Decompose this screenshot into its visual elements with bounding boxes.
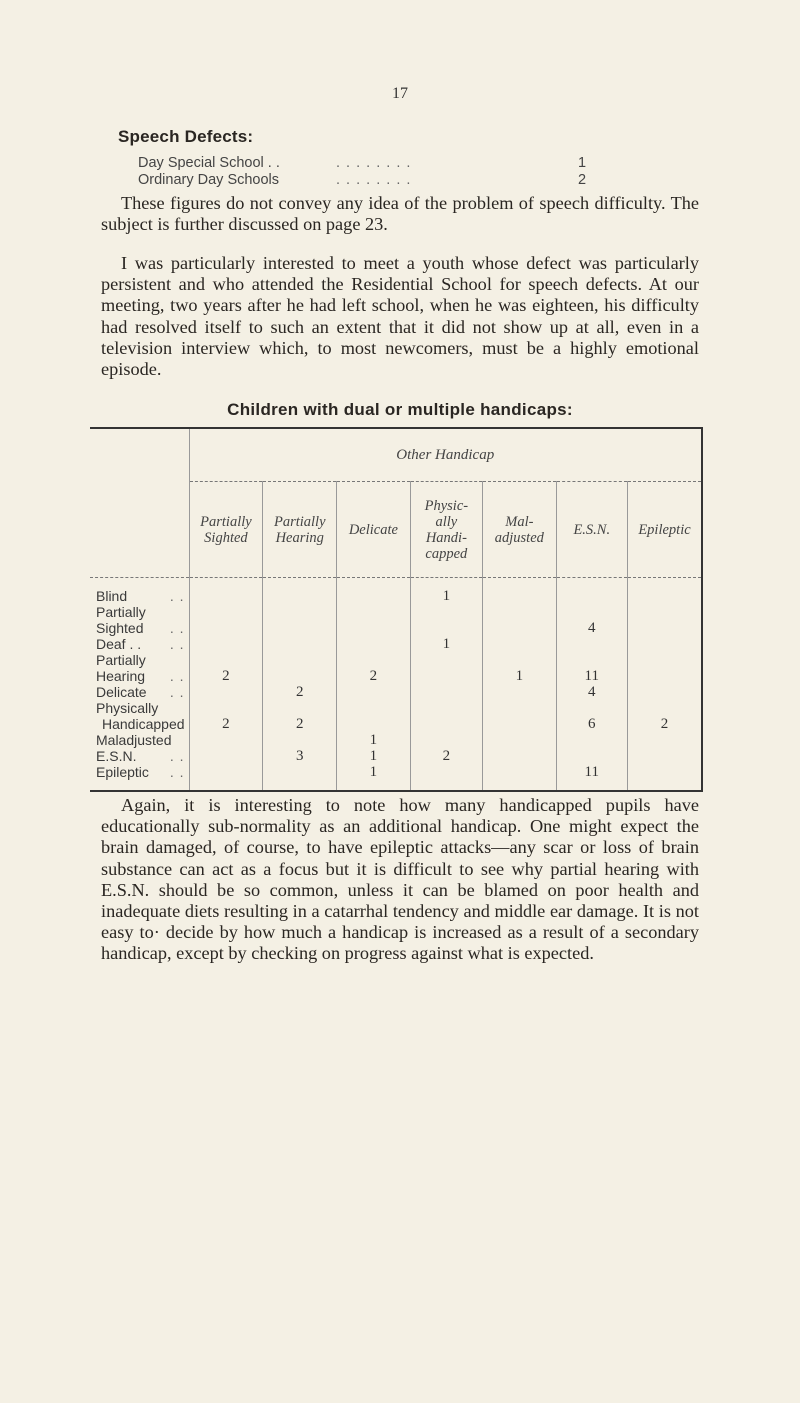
speech-row [138, 172, 608, 189]
section-heading-speech-defects: Speech Defects: [118, 127, 254, 146]
row-label-text: Epileptic [96, 764, 149, 780]
table-cell: 2 [627, 700, 702, 732]
row-label-text: Physically [96, 700, 159, 716]
row-label-delicate [90, 684, 189, 700]
column-header-line: E.S.N. [573, 521, 611, 538]
table-cell [627, 764, 702, 791]
row-label-text: E.S.N. [96, 748, 137, 764]
leader-dots: . . [169, 748, 185, 764]
table-cell: 11 [556, 652, 627, 684]
table-cell [627, 604, 702, 636]
table-cell [337, 578, 410, 605]
table-cell [263, 604, 337, 636]
column-header-esn [556, 482, 627, 578]
column-header-epileptic [627, 482, 702, 578]
column-header-delicate [337, 482, 410, 578]
paragraph-1: These figures do not convey any idea of the problem of speech difficulty. The subject is further discussed on page 23. [101, 193, 699, 235]
leader-dots [185, 716, 189, 732]
table-cell [627, 578, 702, 605]
handicaps-table-container [90, 427, 710, 792]
row-label-partially-sighted [90, 604, 189, 636]
table-cell [483, 636, 556, 652]
paragraph-2: I was particularly interested to meet a youth whose defect was particularly persistent and who attended the Residential School for speech defects. At our meeting, two years after he had left school, when he was eighteen, his difficulty had resolved itself to such an extent that it did not show up at all, even in a television interview which, to most newcomers, must be a highly emotional episode. [101, 253, 699, 380]
table-cell: 2 [189, 700, 263, 732]
table-cell [556, 732, 627, 748]
row-label-text: Delicate [96, 684, 147, 700]
handicaps-table [90, 427, 703, 792]
column-header-physically-handicapped [410, 482, 483, 578]
table-cell [189, 684, 263, 700]
row-label-text: Sighted [96, 620, 144, 636]
column-header-partially-sighted [189, 482, 263, 578]
row-label-blind [90, 578, 189, 605]
table-cell: 1 [410, 636, 483, 652]
table-cell [263, 732, 337, 748]
leader-dots: . . . . . . . . [336, 172, 412, 188]
row-label-text: Blind [96, 588, 128, 604]
table-cell [189, 578, 263, 605]
column-header-line: capped [425, 545, 468, 562]
table-cell: 2 [263, 700, 337, 732]
leader-dots: . . [169, 620, 185, 636]
table-cell: 1 [337, 748, 410, 764]
table-cell [337, 636, 410, 652]
table-cell [410, 652, 483, 684]
table-cell [556, 748, 627, 764]
table-cell [483, 604, 556, 636]
column-header-line: adjusted [494, 529, 544, 546]
row-label-epileptic [90, 764, 189, 791]
table-row [90, 684, 702, 700]
table-row [90, 748, 702, 764]
table-title: Children with dual or multiple handicaps: [227, 400, 573, 419]
table-cell [410, 684, 483, 700]
table-cell [627, 684, 702, 700]
row-label-physically-handicapped [90, 700, 189, 732]
row-label-text: Deaf . . [96, 636, 142, 652]
group-header-other-handicap: Other Handicap [189, 428, 702, 482]
table-cell: 2 [189, 652, 263, 684]
table-cell: 1 [337, 764, 410, 791]
table-cell [410, 700, 483, 732]
speech-row-label: Day Special School . . [138, 155, 280, 171]
leader-dots [185, 732, 189, 748]
column-header-line: Handi- [425, 529, 467, 546]
table-cell [483, 748, 556, 764]
table-cell [189, 748, 263, 764]
table-row [90, 578, 702, 605]
table-cell: 4 [556, 684, 627, 700]
table-cell [263, 652, 337, 684]
row-header-blank [90, 482, 189, 578]
table-cell [263, 764, 337, 791]
table-cell [410, 764, 483, 791]
table-row [90, 604, 702, 636]
row-label-text: Partially [96, 604, 146, 620]
row-label-esn [90, 748, 189, 764]
row-label-text: Partially [96, 652, 146, 668]
leader-dots: . . [169, 588, 185, 604]
table-row [90, 732, 702, 748]
column-header-line: Partially [273, 513, 326, 530]
table-cell: 2 [263, 684, 337, 700]
table-cell [337, 604, 410, 636]
table-cell: 2 [337, 652, 410, 684]
column-header-line: Epileptic [638, 521, 691, 538]
table-row [90, 764, 702, 791]
row-label-deaf [90, 636, 189, 652]
table-cell [189, 636, 263, 652]
table-cell [556, 578, 627, 605]
table-corner-blank [90, 428, 189, 482]
page-number: 17 [392, 85, 408, 102]
leader-dots: . . [169, 636, 185, 652]
row-label-partially-hearing [90, 652, 189, 684]
speech-defects-list [138, 155, 608, 189]
table-row [90, 636, 702, 652]
column-header-line: Hearing [275, 529, 324, 546]
table-cell: 1 [337, 732, 410, 748]
table-row [90, 652, 702, 684]
table-cell [263, 636, 337, 652]
table-cell [410, 604, 483, 636]
row-label-text: Hearing [96, 668, 146, 684]
table-cell: 6 [556, 700, 627, 732]
table-cell [410, 732, 483, 748]
speech-row-value: 1 [578, 155, 587, 171]
column-header-line: Mal- [505, 513, 534, 530]
column-header-line: Sighted [204, 529, 248, 546]
speech-row-label: Ordinary Day Schools [138, 172, 280, 188]
table-cell [189, 764, 263, 791]
table-cell: 4 [556, 604, 627, 636]
table-cell [189, 732, 263, 748]
column-header-line: Physic- [424, 497, 469, 514]
speech-row-value: 2 [578, 172, 587, 188]
table-row [90, 700, 702, 732]
table-cell [627, 748, 702, 764]
table-cell [483, 732, 556, 748]
row-label-maladjusted [90, 732, 189, 748]
column-header-line: Delicate [348, 521, 398, 538]
table-cell: 1 [483, 652, 556, 684]
row-label-text: Handicapped [102, 716, 185, 732]
column-header-maladjusted [483, 482, 556, 578]
table-cell [627, 636, 702, 652]
paragraph-3: Again, it is interesting to note how many handicapped pupils have educationally sub-normality as an additional handicap. One might expect the brain damaged, of course, to have epileptic attacks—any scar or loss of brain substance can act as a focus but it is difficult to see why partial hearing with E.S.N. should be so common, unless it can be blamed on poor health and inadequate diets resulting in a catarrhal tendency and middle ear damage. It is not easy to· decide by how much a handicap is increased as a result of a secondary handicap, except by checking on progress against what is expected. [101, 795, 699, 964]
table-cell [337, 684, 410, 700]
column-header-line: Partially [200, 513, 252, 530]
table-cell: 1 [410, 578, 483, 605]
speech-row [138, 155, 608, 172]
table-cell [263, 578, 337, 605]
leader-dots: . . [169, 764, 185, 780]
leader-dots: . . . . . . . . [336, 155, 412, 171]
table-cell [337, 700, 410, 732]
leader-dots: . . [169, 684, 185, 700]
table-cell [627, 652, 702, 684]
table-cell [483, 578, 556, 605]
table-cell [556, 636, 627, 652]
table-cell: 3 [263, 748, 337, 764]
table-cell [627, 732, 702, 748]
row-label-text: Maladjusted [96, 732, 172, 748]
table-cell: 2 [410, 748, 483, 764]
table-cell: 11 [556, 764, 627, 791]
leader-dots: . . [169, 668, 185, 684]
table-cell [483, 764, 556, 791]
table-cell [483, 684, 556, 700]
column-header-line: ally [435, 513, 458, 530]
table-cell [483, 700, 556, 732]
table-cell [189, 604, 263, 636]
column-header-partially-hearing [263, 482, 337, 578]
